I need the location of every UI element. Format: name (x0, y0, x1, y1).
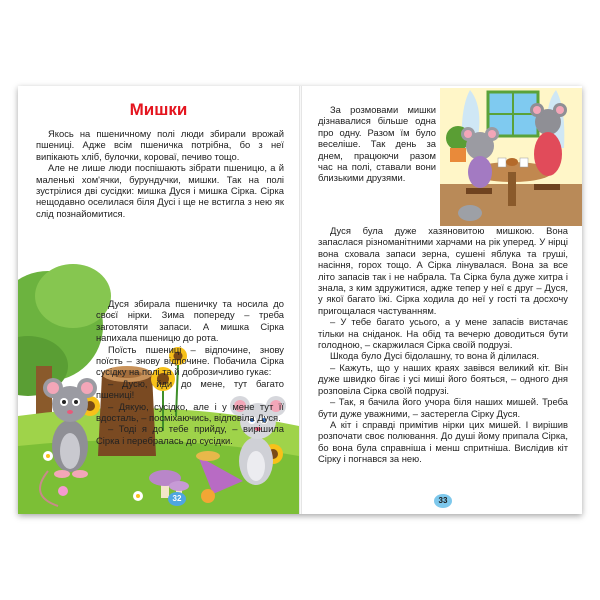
left-main-text (36, 128, 284, 219)
right-top-text (318, 104, 436, 184)
story-title: Мишки (129, 100, 188, 119)
paragraph: Якось на пшеничному полі люди збирали врожай пшениці. Адже всім пшеничка потрібна, бо з неї випікають хліб, булочки, короваї, печиво тощо. (36, 128, 284, 162)
paragraph: – У тебе багато усього, а у мене запасів вистачає тільки на сніданок. На обід та вечерю доводиться бути голодною, – скаржилася Сірка своїй подрузі. (318, 316, 568, 351)
paragraph: Дуся збирала пшеничку та носила до своєї нірки. Зима попереду – треба заготовляти запаси. А мишка Сірка напихала пшеницю до рота. (96, 298, 284, 344)
paragraph: Але не лише люди поспішають зібрати пшеницю, а й маленькі хом'ячки, бурундучки, мишки. Так на полі зустрілися дві сусідки: мишка Дуся і мишка Сірка. Сірка нещодавно оселилася біля Дусі і ще не встигла з нею як слід познайомитися. (36, 162, 284, 219)
page-number-right: 33 (434, 494, 452, 508)
paragraph: – Так, я бачила його учора біля наших мишей. Треба бути дуже уважними, – застерегла Сірку Дуся. (318, 396, 568, 419)
paragraph: – Кажуть, що у наших краях завівся великий кіт. Він дуже швидко бігає і усі миші його бояться, – одного дня розповіла Сірка своїй подрузі. (318, 361, 568, 396)
right-page (302, 86, 582, 514)
right-illustration (440, 88, 582, 226)
book-spread (18, 86, 582, 514)
paragraph: Дуся була дуже хазяновитою мишкою. Вона запаслася різноманітними харчами на рік уперед. У нірці вона сховала запаси зерна, сушені яблука та груші, насіння, горох тощо. А Сірка лінувалася. Вона за все літо запасів так і не набрала. Та Сірка була дуже хитра і знала, з ким здружитися, адже тепер у неї є друг – Дуся, у якої багато їжі. Сірка ходила до неї у гості та досхочу пригощалася частуванням. (318, 225, 568, 316)
right-bottom-text (318, 225, 568, 465)
paragraph: – Дякую, сусідко, але і у мене тут її вдосталь, – посміхаючись, відповіла Дуся. (96, 400, 284, 424)
left-side-text (96, 298, 284, 446)
page-number-left: 32 (168, 492, 186, 506)
left-page (18, 86, 299, 514)
paragraph: – Дусю, йди до мене, тут багато пшениці! (96, 377, 284, 401)
paragraph: Поїсть пшениці – відпочине, знову поїсть – знову відпочине. Побачила Сірка сусідку на полі та й доброзичливо гукає: (96, 343, 284, 378)
paragraph: Шкода було Дусі бідолашну, то вона й ділилася. (330, 350, 540, 362)
paragraph: А кіт і справді примітив нірки цих мишей. І вирішив розпочати своє полювання. До душі йому припала Сірка, бо вона була справніша і менш спритніша. Вислідив кіт Сірку і погнався за нею. (318, 418, 568, 465)
paragraph: – Тоді я до тебе прийду, – вирішила Сірка і перебралась до сусідки. (96, 423, 284, 446)
paragraph: За розмовами мишки дізнавалися більше одна про одну. Разом їм було веселіше. Так день за днем, працюючи разом час на полі, ставали вони близькими друзями. (318, 104, 436, 184)
